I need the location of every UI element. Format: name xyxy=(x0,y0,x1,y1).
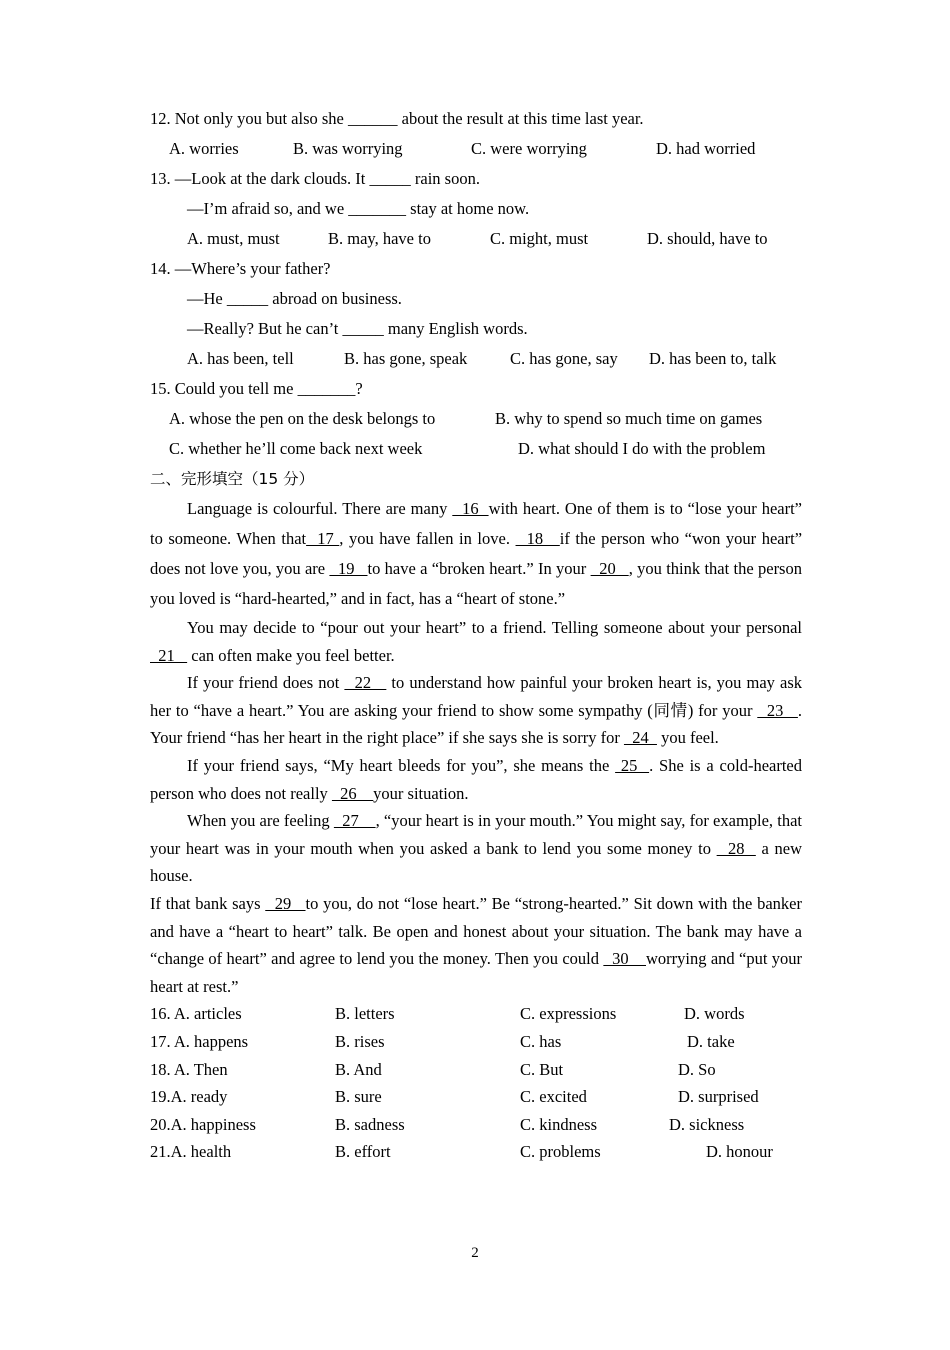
blank-27: 27 xyxy=(333,811,376,831)
answer-options xyxy=(150,1000,802,1166)
option-c: C. whether he’ll come back next week xyxy=(169,439,423,458)
option-d: D. has been to, talk xyxy=(649,349,777,368)
answer-option: 21.A. health xyxy=(150,1142,232,1162)
option-c: C. might, must xyxy=(490,229,589,248)
answer-row-16 xyxy=(150,1000,802,1028)
answer-option: B. letters xyxy=(335,1004,395,1024)
answer-option: 20.A. happiness xyxy=(150,1114,256,1134)
answer-option: B. sure xyxy=(335,1087,382,1107)
passage-paragraph-4: If your friend says, “My heart bleeds for you”, she means the 25 . She is a cold-hearted person who does not really 26 your situation. xyxy=(150,755,803,803)
answer-option: D. honour xyxy=(706,1142,773,1162)
answer-row-17 xyxy=(150,1028,802,1056)
option-a: A. must, must xyxy=(187,229,280,248)
answer-option: D. words xyxy=(684,1004,745,1024)
option-a: A. worries xyxy=(169,139,239,158)
question-13-options xyxy=(150,224,802,254)
blank-20: 20 xyxy=(590,559,629,578)
blank-26: 26 xyxy=(331,783,374,803)
page-number: 2 xyxy=(471,1245,479,1261)
blank-17: 17 xyxy=(306,529,340,548)
answer-option: C. But xyxy=(520,1059,564,1079)
question-14-reply-2: —Really? But he can’t _____ many English words. xyxy=(187,319,528,338)
blank-30: 30 xyxy=(603,949,646,969)
question-13-stem: 13. —Look at the dark clouds. It _____ rain soon. xyxy=(150,169,480,188)
blank-22: 22 xyxy=(344,673,387,693)
answer-option: B. rises xyxy=(335,1031,385,1051)
option-a: A. whose the pen on the desk belongs to xyxy=(169,409,436,428)
answer-row-20 xyxy=(150,1111,802,1139)
question-15-stem: 15. Could you tell me _______? xyxy=(150,379,363,398)
answer-option: D. sickness xyxy=(669,1114,745,1134)
blank-25: 25 xyxy=(615,755,650,775)
option-d: D. should, have to xyxy=(647,229,768,248)
answer-option: C. has xyxy=(520,1031,562,1051)
answer-option: B. sadness xyxy=(335,1114,405,1134)
question-12-options xyxy=(150,134,802,164)
option-c: C. has gone, say xyxy=(510,349,618,368)
answer-option: 19.A. ready xyxy=(150,1087,228,1107)
passage-paragraph-1: Language is colourful. There are many 16 with heart. One of them is to “lose your heart” to someone. When that 17 , you have fallen in love. 18 if the person who “won your heart” does not love you, you are 19 to have a “broken heart.” In your 20 , you think that the person you loved is “hard-hearted,” and in fact, has a “heart of stone.” xyxy=(150,499,803,608)
option-b: B. has gone, speak xyxy=(344,349,468,368)
question-14-reply-1: —He _____ abroad on business. xyxy=(187,289,402,308)
question-14-options xyxy=(150,344,802,374)
blank-21: 21 xyxy=(150,645,188,665)
answer-option: C. excited xyxy=(520,1087,587,1107)
blank-24: 24 xyxy=(623,728,657,748)
option-d: D. what should I do with the problem xyxy=(518,439,766,458)
question-12-stem: 12. Not only you but also she ______ about the result at this time last year. xyxy=(150,109,644,128)
answer-option: 18. A. Then xyxy=(150,1059,228,1079)
blank-19: 19 xyxy=(329,559,368,578)
blank-29: 29 xyxy=(265,893,306,913)
blank-16: 16 xyxy=(452,499,489,518)
blank-28: 28 xyxy=(716,838,756,858)
answer-row-21 xyxy=(150,1138,802,1166)
passage-paragraph-2: You may decide to “pour out your heart” to a friend. Telling someone about your personal 21 can often make you feel better. xyxy=(150,618,802,665)
answer-option: C. kindness xyxy=(520,1114,598,1134)
passage-paragraph-6: If that bank says 29 to you, do not “lose heart.” Be “strong-hearted.” Sit down with the banker and have a “heart to heart” talk. Be open and honest about your situation. The bank may have a “change of heart” and agree to lend you the money. Then you could 30 worrying and “put your heart at rest.” xyxy=(150,893,803,996)
blank-23: 23 xyxy=(757,700,798,720)
answer-row-19 xyxy=(150,1083,802,1111)
option-d: D. had worried xyxy=(656,139,756,158)
option-b: B. may, have to xyxy=(328,229,431,248)
answer-option: 16. A. articles xyxy=(150,1004,242,1024)
option-b: B. was worrying xyxy=(293,139,403,158)
section-2-title: 二、完形填空（15 分） xyxy=(150,470,315,488)
question-13-reply: —I’m afraid so, and we _______ stay at home now. xyxy=(187,199,530,218)
answer-option: B. And xyxy=(335,1059,382,1079)
blank-18: 18 xyxy=(515,529,560,548)
option-b: B. why to spend so much time on games xyxy=(495,409,763,428)
answer-option: C. expressions xyxy=(520,1004,617,1024)
answer-option: 17. A. happens xyxy=(150,1031,249,1051)
passage-paragraph-3: If your friend does not 22 to understand how painful your broken heart is, you may ask her to “have a heart.” You are asking your friend to show some sympathy (同情) for your 23 . Your friend “has her heart in the right place” if she says she is sorry for 24 you feel. xyxy=(150,673,803,748)
answer-option: C. problems xyxy=(520,1142,601,1162)
question-15-options-row2 xyxy=(150,434,802,464)
option-c: C. were worrying xyxy=(471,139,587,158)
answer-option: B. effort xyxy=(335,1142,391,1162)
answer-option: D. take xyxy=(687,1031,735,1051)
question-14-stem: 14. —Where’s your father? xyxy=(150,259,331,278)
question-15-options-row1 xyxy=(150,404,802,434)
answer-option: D. So xyxy=(678,1059,716,1079)
option-a: A. has been, tell xyxy=(187,349,294,368)
exam-page xyxy=(150,104,802,1166)
passage-paragraph-5: When you are feeling 27 , “your heart is in your mouth.” You might say, for example, that your heart was in your mouth when you asked a bank to lend you some money to 28 a new house. xyxy=(150,811,802,886)
answer-row-18 xyxy=(150,1056,802,1084)
answer-option: D. surprised xyxy=(678,1087,759,1107)
